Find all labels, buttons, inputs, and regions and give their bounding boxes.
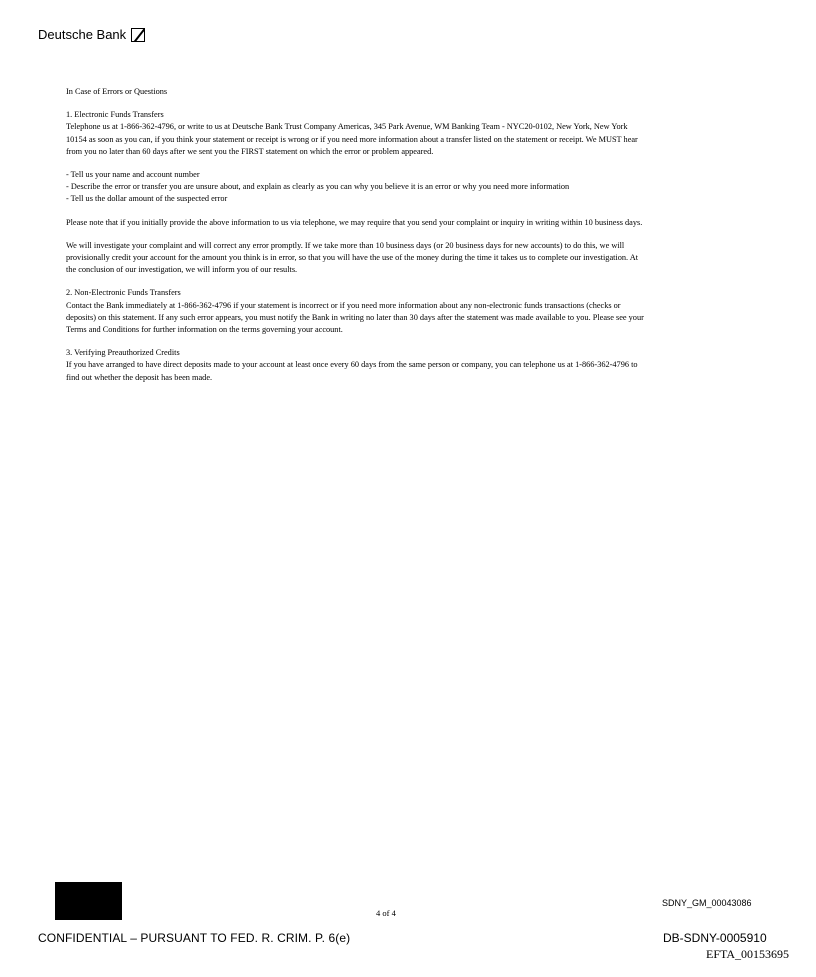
investigation-paragraph: We will investigate your complaint and will correct any error promptly. If we take more than 10 business days (or 20 business days for new accounts) to do this, we will provisionally credit your account for the amount you think is in error, so that you will have the use of the money during the time it takes us to complete our investigation. At the conclusion of our investigation, we will inform you of our results. [66,240,639,275]
section-1-body: Telephone us at 1-866-362-4796, or write to us at Deutsche Bank Trust Company Americas, 345 Park Avenue, WM Banking Team - NYC20-0102, New York, New York 10154 as soon as you can, if you think your statement or receipt is wrong or if you need more information about a transfer listed on the statement or receipt. We MUST hear from you no later than 60 days after we sent you the FIRST statement on which the error or problem appeared. [66,122,638,156]
db-bates-stamp: DB-SDNY-0005910 [663,931,767,945]
confidentiality-notice: CONFIDENTIAL – PURSUANT TO FED. R. CRIM. P. 6(e) [38,931,351,945]
brand-name: Deutsche Bank [38,27,127,42]
redaction-box [55,882,122,920]
notice-title: In Case of Errors or Questions [66,87,168,96]
section-3-heading: 3. Verifying Preauthorized Credits [66,348,180,358]
errors-questions-notice [66,86,646,395]
list-item: - Tell us your name and account number [66,170,200,180]
list-item: - Tell us the dollar amount of the suspected error [66,194,228,204]
section-3-body: If you have arranged to have direct deposits made to your account at least once every 60 days from the same person or company, you can telephone us at 1-866-362-4796 to find out whether the deposit has been made. [66,360,638,382]
section-2 [66,287,646,336]
section-2-body: Contact the Bank immediately at 1-866-362-4796 if your statement is incorrect or if you need more information about any non-electronic funds transactions (checks or deposits) on this statement. If any such error appears, you must notify the Bank in writing no later than 30 days after the statement was made available to you. Please see your Terms and Conditions for further information on the terms governing your account. [66,300,644,335]
efta-bates-stamp: EFTA_00153695 [706,947,790,961]
section-1-heading: 1. Electronic Funds Transfers [66,110,164,120]
section-3 [66,347,646,384]
list-item: - Describe the error or transfer you are unsure about, and explain as clearly as you can why you believe it is an error or why you need more information [66,182,570,192]
instruction-list [66,169,646,206]
deutsche-bank-slash-icon [131,28,145,42]
telephone-note: Please note that if you initially provide the above information to us via telephone, we may require that you send your complaint or inquiry in writing within 10 business days. [66,217,643,227]
sdny-bates-stamp: SDNY_GM_00043086 [662,898,752,908]
brand-logo [38,27,145,42]
section-1 [66,109,646,158]
section-2-heading: 2. Non-Electronic Funds Transfers [66,288,181,298]
page-number: 4 of 4 [376,908,396,918]
